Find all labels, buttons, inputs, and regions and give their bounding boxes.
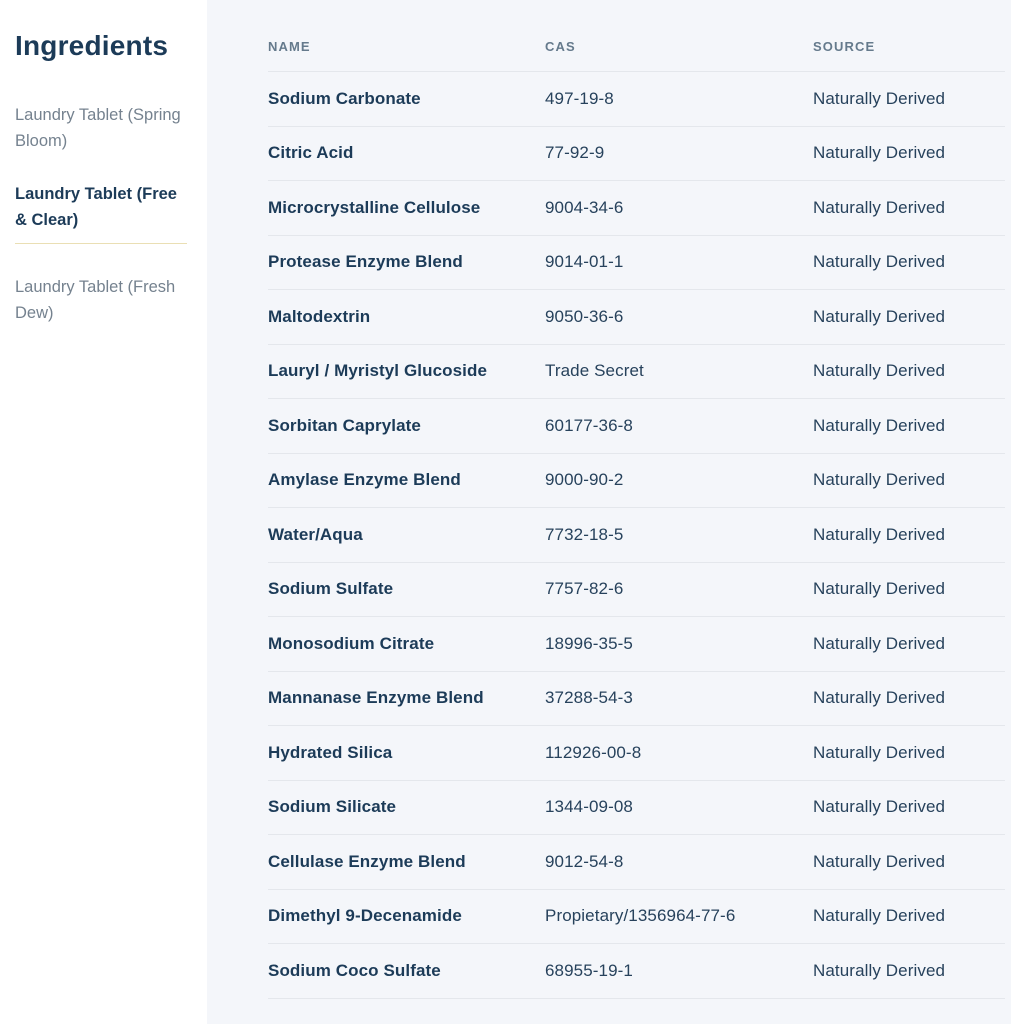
sidebar-item-1[interactable] xyxy=(15,181,187,244)
ingredient-cas-cell: 18996-35-5 xyxy=(545,633,633,653)
ingredient-name-cell: Sodium Sulfate xyxy=(268,579,394,599)
ingredient-source-cell: Naturally Derived xyxy=(813,633,946,653)
ingredient-source-cell: Naturally Derived xyxy=(813,470,946,490)
ingredient-source-cell: Naturally Derived xyxy=(813,197,946,217)
ingredient-source-cell: Naturally Derived xyxy=(813,88,946,108)
ingredient-source-cell: Naturally Derived xyxy=(813,742,946,762)
table-row xyxy=(268,290,1005,345)
ingredient-name-cell: Sodium Carbonate xyxy=(268,88,421,108)
ingredient-cas-cell: 7732-18-5 xyxy=(545,524,624,544)
ingredient-name-cell: Mannanase Enzyme Blend xyxy=(268,688,484,708)
table-row xyxy=(268,835,1005,890)
table-row xyxy=(268,726,1005,781)
table-row xyxy=(268,944,1005,999)
table-row xyxy=(268,72,1005,127)
ingredient-name-cell: Sorbitan Caprylate xyxy=(268,415,421,435)
ingredient-source-cell: Naturally Derived xyxy=(813,851,946,871)
sidebar-item-0[interactable] xyxy=(15,102,187,154)
ingredients-table-panel xyxy=(207,0,1011,1024)
table-row xyxy=(268,454,1005,509)
ingredients-sidebar xyxy=(0,0,207,1024)
ingredient-cas-cell: 68955-19-1 xyxy=(545,960,633,980)
table-header-row xyxy=(268,0,1005,72)
column-header-name: NAME xyxy=(268,39,311,54)
ingredient-name-cell: Lauryl / Myristyl Glucoside xyxy=(268,361,488,381)
table-row xyxy=(268,181,1005,236)
ingredient-name-cell: Dimethyl 9-Decenamide xyxy=(268,906,462,926)
ingredient-cas-cell: 9004-34-6 xyxy=(545,197,624,217)
table-row xyxy=(268,127,1005,182)
table-row xyxy=(268,236,1005,291)
ingredient-cas-cell: Propietary/1356964-77-6 xyxy=(545,906,736,926)
sidebar-nav xyxy=(15,102,187,326)
ingredient-cas-cell: Trade Secret xyxy=(545,361,644,381)
ingredient-name-cell: Protease Enzyme Blend xyxy=(268,252,463,272)
ingredient-cas-cell: 60177-36-8 xyxy=(545,415,633,435)
column-header-source: SOURCE xyxy=(813,39,876,54)
ingredient-source-cell: Naturally Derived xyxy=(813,306,946,326)
ingredient-cas-cell: 7757-82-6 xyxy=(545,579,624,599)
sidebar-item-label: Laundry Tablet (Spring Bloom) xyxy=(15,106,181,151)
table-row xyxy=(268,508,1005,563)
page-title: Ingredients xyxy=(15,30,169,61)
ingredient-source-cell: Naturally Derived xyxy=(813,797,946,817)
ingredient-name-cell: Hydrated Silica xyxy=(268,742,393,762)
sidebar-item-2[interactable] xyxy=(15,274,187,326)
ingredient-source-cell: Naturally Derived xyxy=(813,960,946,980)
ingredient-source-cell: Naturally Derived xyxy=(813,688,946,708)
ingredient-source-cell: Naturally Derived xyxy=(813,252,946,272)
ingredient-source-cell: Naturally Derived xyxy=(813,415,946,435)
ingredient-name-cell: Microcrystalline Cellulose xyxy=(268,197,481,217)
ingredient-cas-cell: 9050-36-6 xyxy=(545,306,624,326)
sidebar-item-label: Laundry Tablet (Free & Clear) xyxy=(15,185,177,230)
table-row xyxy=(268,399,1005,454)
ingredient-cas-cell: 497-19-8 xyxy=(545,88,614,108)
ingredient-source-cell: Naturally Derived xyxy=(813,361,946,381)
ingredient-source-cell: Naturally Derived xyxy=(813,524,946,544)
ingredient-name-cell: Water/Aqua xyxy=(268,524,363,544)
ingredient-cas-cell: 9000-90-2 xyxy=(545,470,624,490)
ingredient-source-cell: Naturally Derived xyxy=(813,579,946,599)
ingredient-cas-cell: 9012-54-8 xyxy=(545,851,624,871)
ingredient-cas-cell: 9014-01-1 xyxy=(545,252,624,272)
column-header-cas: CAS xyxy=(545,39,576,54)
table-row xyxy=(268,617,1005,672)
sidebar-item-label: Laundry Tablet (Fresh Dew) xyxy=(15,278,176,323)
table-row xyxy=(268,890,1005,945)
ingredient-name-cell: Monosodium Citrate xyxy=(268,633,435,653)
ingredient-name-cell: Sodium Silicate xyxy=(268,797,397,817)
ingredient-name-cell: Citric Acid xyxy=(268,143,354,163)
table-row xyxy=(268,781,1005,836)
ingredient-source-cell: Naturally Derived xyxy=(813,906,946,926)
ingredient-name-cell: Sodium Coco Sulfate xyxy=(268,960,441,980)
ingredient-source-cell: Naturally Derived xyxy=(813,143,946,163)
table-row xyxy=(268,672,1005,727)
table-body xyxy=(268,72,1005,999)
ingredient-cas-cell: 1344-09-08 xyxy=(545,797,633,817)
table-row xyxy=(268,345,1005,400)
ingredient-name-cell: Cellulase Enzyme Blend xyxy=(268,851,466,871)
ingredient-name-cell: Amylase Enzyme Blend xyxy=(268,470,461,490)
ingredient-cas-cell: 77-92-9 xyxy=(545,143,605,163)
ingredient-cas-cell: 37288-54-3 xyxy=(545,688,633,708)
ingredient-cas-cell: 112926-00-8 xyxy=(545,742,642,762)
table-row xyxy=(268,563,1005,618)
ingredient-name-cell: Maltodextrin xyxy=(268,306,371,326)
